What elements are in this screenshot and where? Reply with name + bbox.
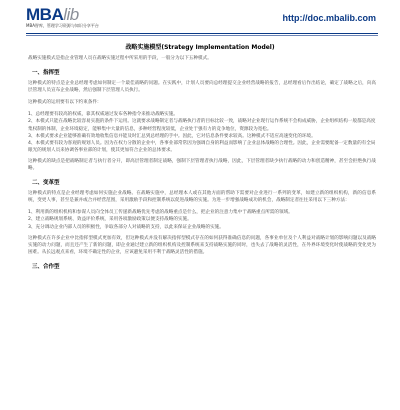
section-paragraph: 这种模式的特点是企业总经理考虑如何制定一个最佳战略的问题。在实践中，计划人员要向总经理提交企业经营战略的报告，总经理看后作出结论，确定了战略之后，向高层管理人员宣布企业战略，然后强制下层管理人员执行。 bbox=[28, 81, 376, 94]
header-tagline: MBA智库，管理学习资源与知识分享平台 bbox=[26, 23, 99, 28]
section-heading: 三、合作型 bbox=[32, 263, 60, 270]
section-paragraph: 这种模式的特点是企业经理考虑如何实施企业战略。在战略实施中，总经理本人或在其他方面的帮助下需要对企业进行一系列的变革，如建立新的组织机构，新的信息系统，变更人事，甚至是兼并或合并经营范围，采用激励手段和控制系统以促进战略的实施。为进一步增强战略成功的机会，战略制定者往往采用以下三种方法： bbox=[28, 191, 376, 204]
list-item: 2、本模式只能在战略比较容易实施的条件下运用。这就要求战略制定者与战略执行者的目标比较一致，战略对企业现行运作系统不会构成威胁，企业组织结构一般都是高度集权制的体制，企业环境稳定，能够集中大量的信息，多种经营程度较低，企业处于强有力的竞争地位，资源较为宽松。 bbox=[28, 119, 376, 132]
section-heading: 一、指挥型 bbox=[32, 70, 60, 77]
intro-paragraph: 战略实施模式是指企业管理人员在战略实施过程中所采用的手段，一般分为以下五种模式。 bbox=[28, 56, 212, 61]
section-paragraph: 这种模式的运用要有以下约束条件： bbox=[28, 100, 102, 106]
list-item: 3、本模式要求企业能够准确有效地收集信息并能及时汇总到总经理的手中。因此，它对信息条件要求较高。这种模式不适应高速变化的环境。 bbox=[28, 133, 316, 139]
list-item: 3、充分调动企业内部人员的积极性，争取各部分人对战略的支持，以此来保证企业战略的实施。 bbox=[28, 224, 224, 230]
section-heading: 二、变革型 bbox=[32, 180, 60, 187]
list-item: 4、本模式要有较为客观的规划人员。因为在权力分散的企业中，各事业部常常因为强调自身的利益而影响了企业总体战略的合理性。因此，企业需要配备一定数量的有全局眼光的规划人员来协调各事业部的计划，使其更加符合企业的总体要求。 bbox=[28, 140, 376, 153]
section-paragraph: 这种模式的缺点是把战略制定者与执行者分开，即高层管理者制定战略，强制下层管理者执行战略，因此，下层管理者缺少执行战略的动力和创造精神，甚至会拒绝执行战略。 bbox=[28, 158, 376, 172]
section-paragraph: 这种模式在许多企业中比指挥型模式更加有效，但这种模式并没有解决指挥型模式存在的如何获得准确信息的问题，各事业单位及个人利益对战略计划的影响问题以及战略实施的动力问题，而且还产生了新的问题，即企业通过建立新的组织机构及控制系统来支持战略实施的同时，也失去了战略的灵活性，在外界环境变化时使战略的变化更为困难。从长远观点来看，环境不确定性的企业，应该避免采用不利于战略灵活性的措施。 bbox=[28, 235, 376, 255]
list-item: 2、建立战略规划系统、效益评价系统，采用各项激励政策以便支持战略的实施。 bbox=[28, 217, 192, 223]
logo-lib-text: lib bbox=[63, 5, 79, 24]
list-item: 1、总经理要有较高的权威，靠其权威通过发布各种指令来推动战略实施。 bbox=[28, 112, 178, 118]
document-title: 战略实施模型(Strategy Implementation Model) bbox=[125, 44, 275, 51]
mbalib-logo bbox=[26, 6, 79, 24]
list-item: 1、利用新的组织机构和参谋人员向全体员工传递新战略优先考虑的战略重点是什么，把企业的注意力集中于战略重点所需的领域。 bbox=[28, 210, 293, 216]
document-body bbox=[28, 55, 376, 274]
header-rule bbox=[26, 33, 378, 34]
header-rule-secondary bbox=[26, 35, 378, 36]
document-header bbox=[26, 6, 378, 32]
header-url-link[interactable]: http://doc.mbalib.com bbox=[282, 13, 376, 23]
logo-main-text: MBA bbox=[26, 5, 64, 24]
